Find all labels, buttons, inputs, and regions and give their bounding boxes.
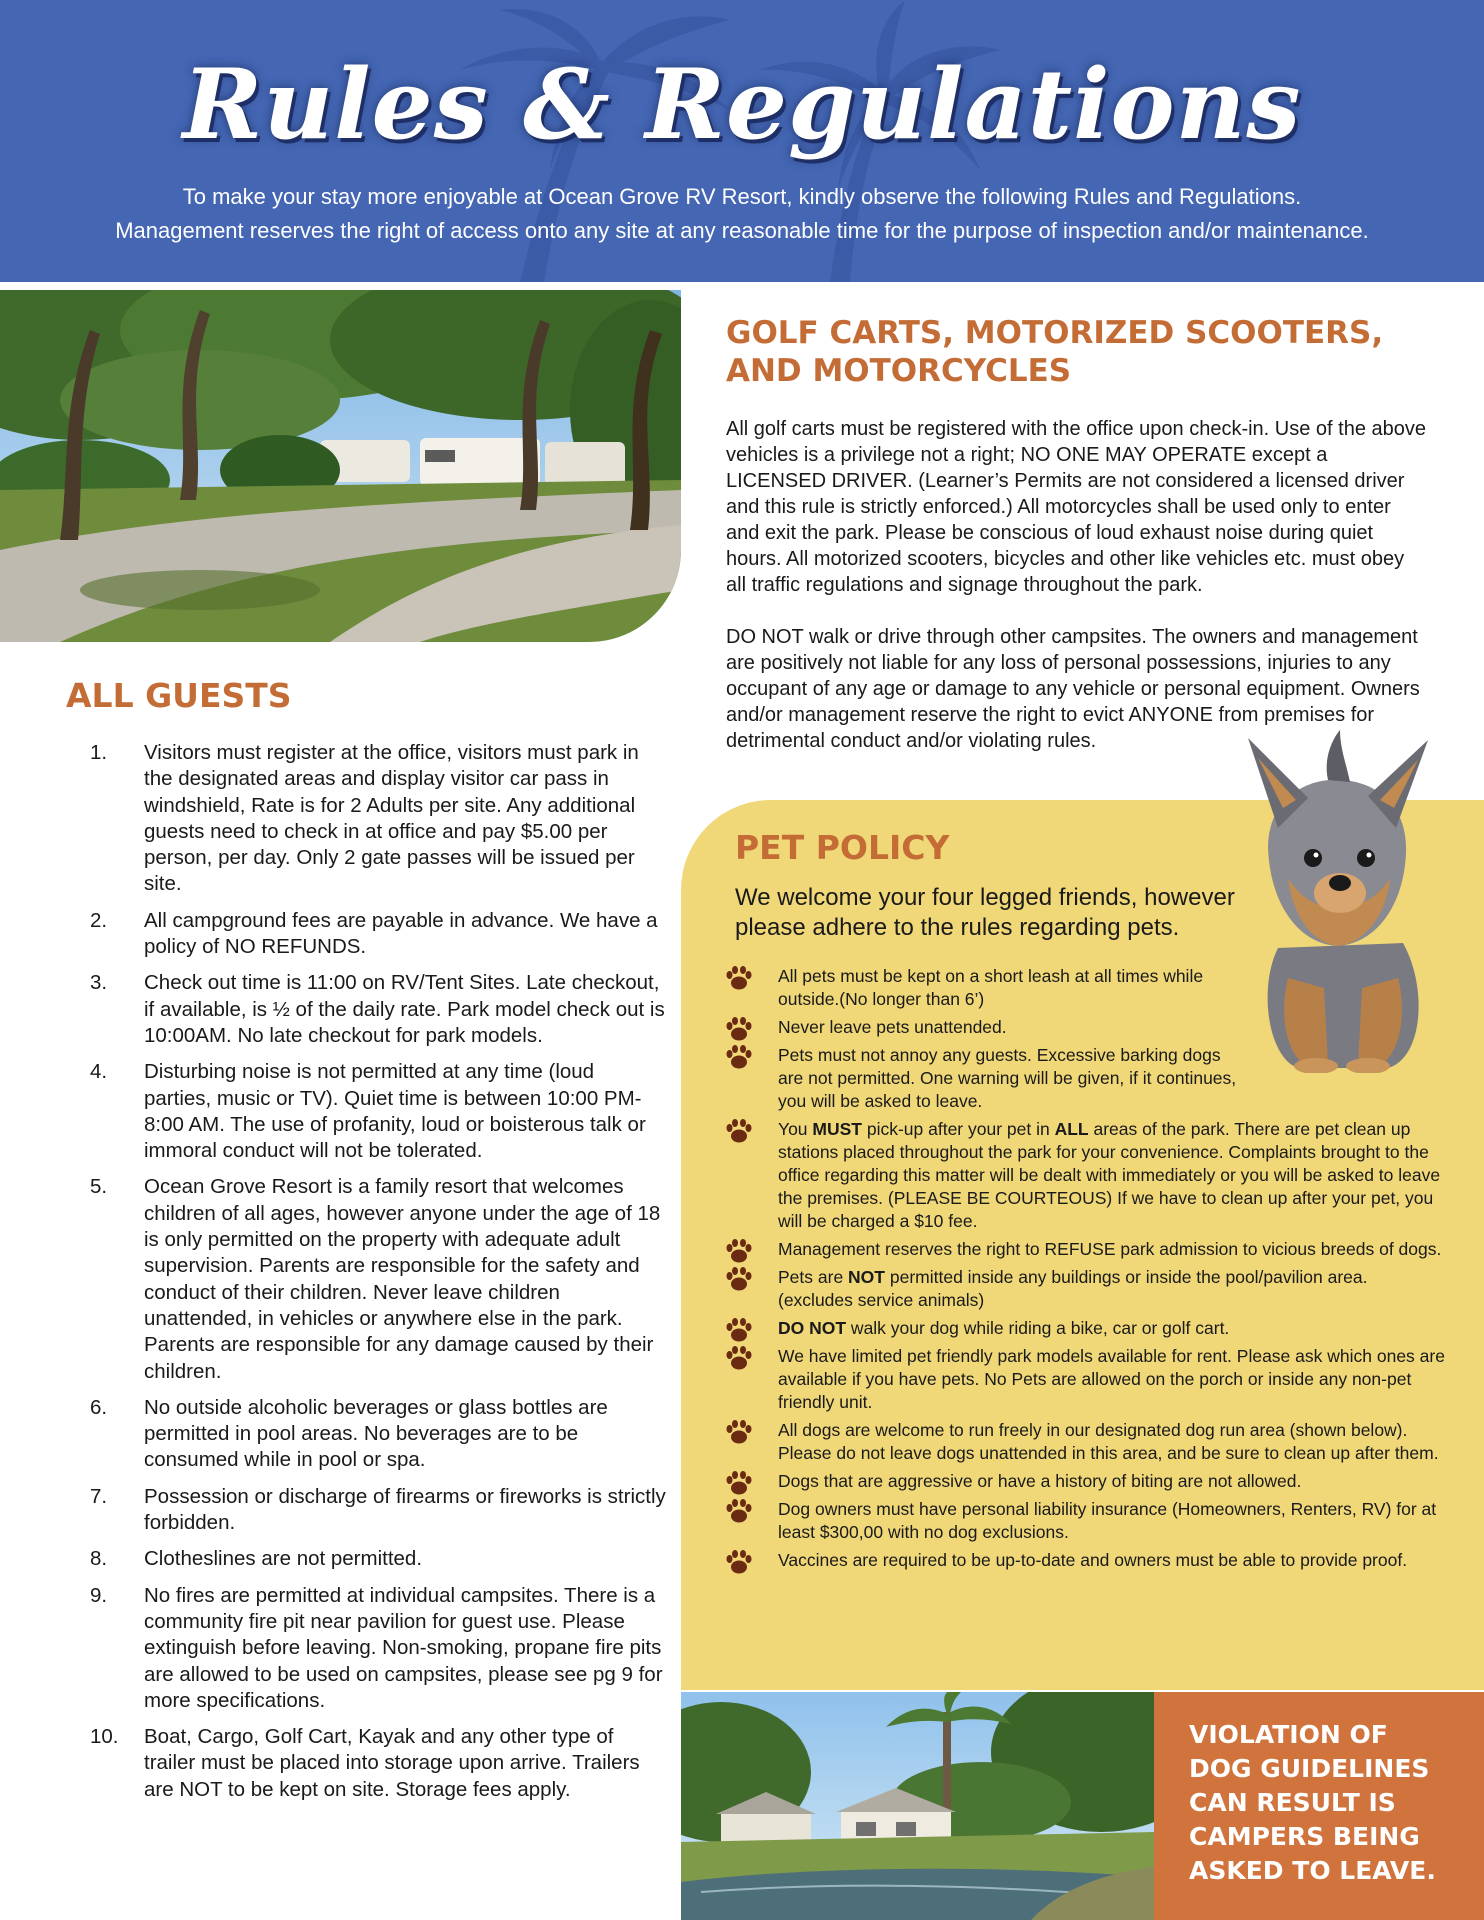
- item-text: Dogs that are aggressive or have a history of biting are not allowed.: [778, 1471, 1302, 1491]
- list-item: [66, 740, 666, 898]
- item-number: 3.: [90, 971, 108, 995]
- item-text: Vaccines are required to be up-to-date and owners must be able to provide proof.: [778, 1550, 1408, 1570]
- item-text: Ocean Grove Resort is a family resort that welcomes children of all ages, however anyone under the age of 18 is only permitted on the property with adequate adult supervision. Parents are responsible for the safety and conduct of their children. Never leave children unattended, in vehicles or anywhere else in the park. Parents are responsible for any damage caused by their children.: [144, 1175, 661, 1383]
- paw-print-icon: [725, 1317, 753, 1343]
- subtitle-line-1: To make your stay more enjoyable at Ocean Grove RV Resort, kindly observe the following Rules and Regulations.: [182, 184, 1302, 209]
- item-text: Dog owners must have personal liability insurance (Homeowners, Renters, RV) for at least $300,00 with no dog exclusions.: [778, 1499, 1437, 1542]
- paw-print-icon: [725, 965, 753, 991]
- list-item: [725, 1266, 1445, 1312]
- all-guests-heading: ALL GUESTS: [66, 676, 292, 715]
- list-item: [66, 1484, 666, 1537]
- all-guests-list: [66, 740, 666, 1813]
- list-item: [66, 1583, 666, 1714]
- item-text: Clotheslines are not permitted.: [144, 1547, 423, 1571]
- list-item: [725, 1016, 1445, 1039]
- page-title: Rules & Regulations: [182, 48, 1302, 161]
- item-text: Possession or discharge of firearms or fireworks is strictly forbidden.: [144, 1484, 666, 1535]
- item-text: Management reserves the right to REFUSE park admission to vicious breeds of dogs.: [778, 1239, 1442, 1259]
- item-text: All campground fees are payable in advance. We have a policy of NO REFUNDS.: [144, 908, 658, 959]
- item-text: Never leave pets unattended.: [778, 1017, 1007, 1037]
- pet-policy-intro: We welcome your four legged friends, however please adhere to the rules regarding pets.: [735, 884, 1235, 941]
- emphasis-must: MUST: [812, 1119, 862, 1139]
- emphasis-do-not: DO NOT: [778, 1318, 847, 1338]
- golf-paragraph-1: All golf carts must be registered with the office upon check-in. Use of the above vehicles is a privilege not a right; NO ONE MAY OPERATE except a LICENSED DRIVER. (Learner’s Permits are not considered a licensed driver and this rule is strictly enforced.) All motorcycles shall be used only to enter and exit the park. Please be conscious of loud exhaust noise during quiet hours. All motorized scooters, bicycles and other like vehicles etc. must obey all traffic regulations and signage throughout the park.: [726, 418, 1426, 596]
- item-text: Disturbing noise is not permitted at any time (loud parties, music or TV). Quiet time is between 10:00 PM-8:00 AM. The use of profanity, loud or boisterous talk or immoral conduct will not be tolerated.: [144, 1060, 646, 1163]
- item-number: 1.: [90, 741, 108, 764]
- text-run: You: [778, 1119, 813, 1139]
- item-text: All pets must be kept on a short leash at all times while outside.(No longer than 6’): [778, 966, 1204, 1009]
- item-text: Visitors must register at the office, visitors must park in the designated areas and display visitor car pass in windshield, Rate is for 2 Adults per site. Any additional guests need to check in at office and pay $5.00 per person, per day. Only 2 gate passes will be issued per site.: [144, 741, 639, 896]
- paw-print-icon: [725, 1118, 753, 1144]
- pet-policy-list: [725, 965, 1445, 1577]
- list-item: [66, 1724, 666, 1803]
- golf-paragraph-2: DO NOT walk or drive through other campsites. The owners and management are positively not liable for any loss of personal possessions, injuries to any occupant of any age or damage to any vehicle or personal equipment. Owners and/or management reserve the right to evict ANYONE from premises for detrimental conduct and/or violating rules.: [726, 626, 1420, 752]
- item-text: [778, 1267, 1368, 1310]
- paw-print-icon: [725, 1419, 753, 1445]
- list-item: [725, 1470, 1445, 1493]
- paw-print-icon: [725, 1549, 753, 1575]
- text-run: areas of the park. There are pet clean up stations placed throughout the park for your convenience. Complaints brought to the office regarding this matter will be dealt with immediately or you will be asked to leave the premises. (PLEASE BE COURTEOUS) If we have to clean up after your pet, you will be charged a $10 fee.: [778, 1119, 1441, 1231]
- list-item: [725, 1317, 1445, 1340]
- text-run: pick-up after your pet in: [861, 1119, 1055, 1139]
- list-item: [725, 1118, 1445, 1233]
- emphasis-all: ALL: [1054, 1119, 1089, 1139]
- emphasis-not: NOT: [848, 1267, 885, 1287]
- list-item: [725, 1044, 1445, 1113]
- header-banner: [0, 0, 1484, 282]
- paw-print-icon: [725, 1498, 753, 1524]
- item-number: 6.: [90, 1395, 108, 1419]
- paw-print-icon: [725, 1266, 753, 1292]
- item-text: Boat, Cargo, Golf Cart, Kayak and any other type of trailer must be placed into storage upon arrive. Trailers are NOT to be kept on site. Storage fees apply.: [144, 1725, 640, 1801]
- list-item: [725, 1238, 1445, 1261]
- paw-print-icon: [725, 1238, 753, 1264]
- list-item: [725, 1498, 1445, 1544]
- item-text: All dogs are welcome to run freely in our designated dog run area (shown below). Please do not leave dogs unattended in this area, and be sure to clean up after them.: [778, 1420, 1439, 1463]
- item-text: Pets must not annoy any guests. Excessive barking dogs are not permitted. One warning will be given, if it continues, you will be asked to leave.: [778, 1045, 1237, 1111]
- text-run: permitted inside any buildings or inside the pool/pavilion area. (excludes service animals): [778, 1267, 1368, 1310]
- item-number: 10.: [90, 1725, 119, 1749]
- list-item: [66, 908, 666, 961]
- subtitle-line-2: Management reserves the right of access onto any site at any reasonable time for the purpose of inspection and/or maintenance.: [115, 218, 1369, 243]
- paw-print-icon: [725, 1044, 753, 1070]
- pet-policy-heading: PET POLICY: [735, 828, 950, 867]
- page-subtitle: [20, 180, 1464, 248]
- list-item: [725, 1549, 1445, 1572]
- dog-run-photo: [681, 1692, 1154, 1920]
- list-item: [66, 1059, 666, 1164]
- list-item: [66, 1546, 666, 1572]
- item-number: 2.: [90, 908, 108, 932]
- item-text: Check out time is 11:00 on RV/Tent Sites. Late checkout, if available, is ½ of the daily rate. Park model check out is 10:00AM. No late checkout for park models.: [144, 971, 665, 1047]
- item-number: 4.: [90, 1060, 108, 1084]
- violation-notice: [1154, 1692, 1484, 1920]
- item-text: No outside alcoholic beverages or glass bottles are permitted in pool areas. No beverages are to be consumed while in pool or spa.: [144, 1395, 608, 1472]
- paw-print-icon: [725, 1016, 753, 1042]
- list-item: [66, 970, 666, 1049]
- item-text: [778, 1318, 1229, 1338]
- item-number: 7.: [90, 1484, 108, 1508]
- item-number: 5.: [90, 1175, 108, 1199]
- item-text: We have limited pet friendly park models available for rent. Please ask which ones are available if you have pets. No Pets are allowed on the porch or inside any non-pet friendly unit.: [778, 1346, 1445, 1412]
- item-number: 8.: [90, 1547, 108, 1571]
- item-text: No fires are permitted at individual campsites. There is a community fire pit near pavilion for guest use. Please extinguish before leaving. Non-smoking, propane fire pits are allowed to be used on campsites, please see pg 9 for more specifications.: [144, 1583, 663, 1712]
- list-item: [725, 1419, 1445, 1465]
- list-item: [725, 965, 1445, 1011]
- item-number: 9.: [90, 1583, 108, 1607]
- violation-text: VIOLATION OF DOG GUIDELINES CAN RESULT IS CAMPERS BEING ASKED TO LEAVE.: [1189, 1720, 1436, 1885]
- paw-print-icon: [725, 1345, 753, 1371]
- text-run: walk your dog while riding a bike, car or golf cart.: [846, 1318, 1230, 1338]
- list-item: [725, 1345, 1445, 1414]
- list-item: [66, 1174, 666, 1384]
- text-run: Pets are: [778, 1267, 849, 1287]
- item-text: [778, 1119, 1440, 1231]
- golf-carts-heading: GOLF CARTS, MOTORIZED SCOOTERS, AND MOTORCYCLES: [726, 315, 1384, 389]
- campground-photo: [0, 290, 681, 642]
- paw-print-icon: [725, 1470, 753, 1496]
- list-item: [66, 1395, 666, 1474]
- golf-carts-text: [726, 416, 1426, 780]
